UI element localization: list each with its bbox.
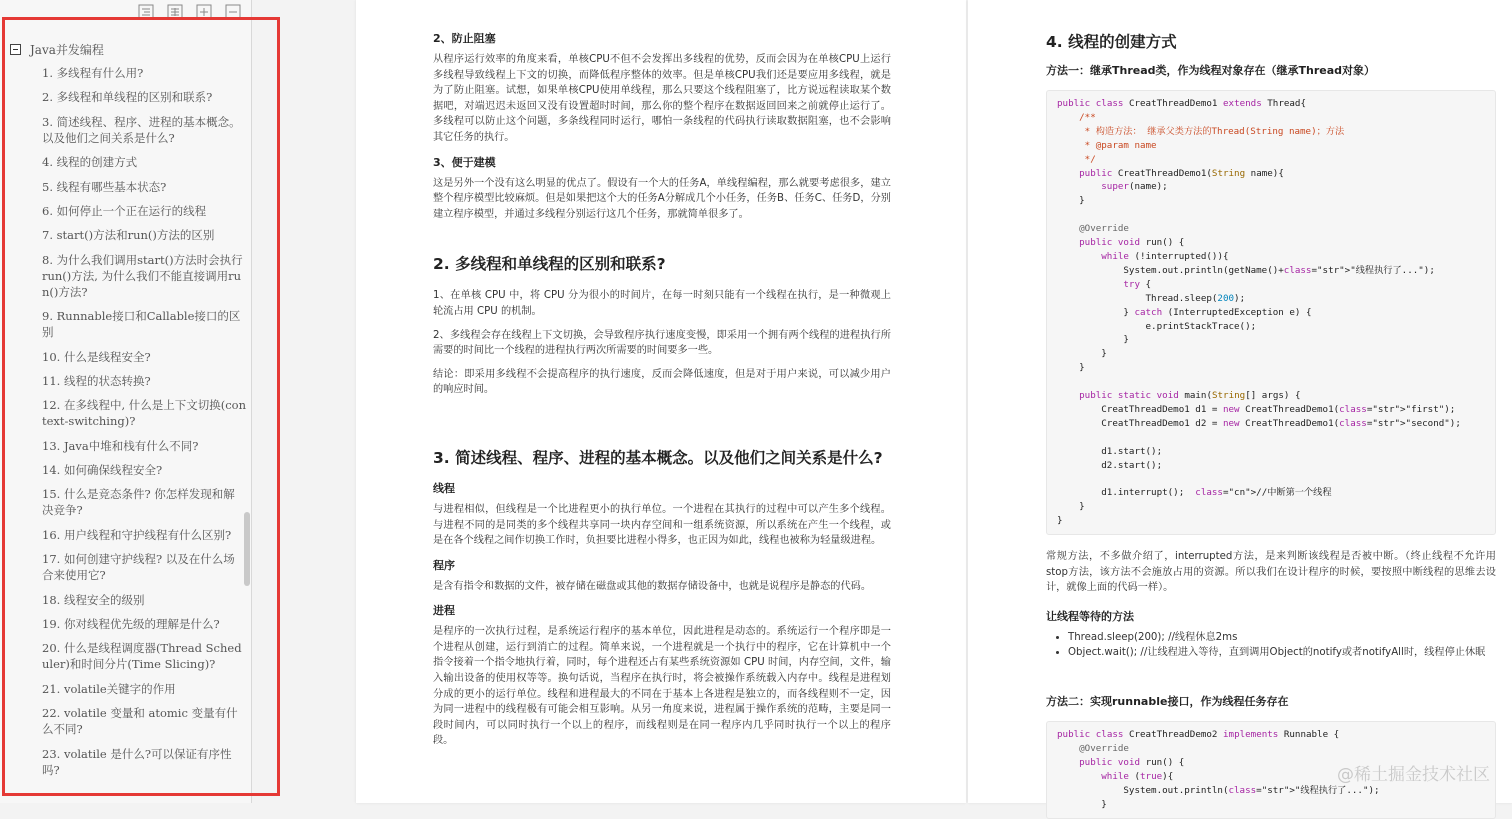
code-line: public void run() { <box>1079 756 1185 768</box>
outline-item[interactable]: 15. 什么是竞态条件? 你怎样发现和解决竞争? <box>42 487 235 518</box>
outline-item[interactable]: 18. 线程安全的级别 <box>42 592 145 607</box>
paragraph: 与进程相似，但线程是一个比进程更小的执行单位。一个进程在其执行的过程中可以产生多个线程。与进程不同的是同类的多个线程共享同一块内存空间和一组系统资源，所以系统在产生一个线程，或是在各个线程之间作切换工作时，负担要比进程小得多，也正因为如此，线程也被称为轻量级进程。 <box>433 503 891 547</box>
outline-item[interactable]: 1. 多线程有什么用? <box>42 66 144 80</box>
method-heading: 方法一：继承Thread类，作为线程对象存在（继承Thread对象） <box>1046 64 1376 77</box>
code-line: public class CreatThreadDemo2 implements Runnable { <box>1057 729 1340 741</box>
outline-item[interactable]: 22. volatile 变量和 atomic 变量有什么不同? <box>42 706 238 737</box>
minus-box-icon[interactable] <box>225 4 241 20</box>
outline-item[interactable]: 17. 如何创建守护线程? 以及在什么场合来使用它? <box>42 552 235 583</box>
section-heading: 让线程等待的方法 <box>1046 609 1134 623</box>
paragraph: 是含有指令和数据的文件，被存储在磁盘或其他的数据存储设备中，也就是说程序是静态的代码。 <box>433 580 872 592</box>
outline-item[interactable]: 13. Java中堆和栈有什么不同? <box>42 438 199 453</box>
watermark: @稀土掘金技术社区 <box>1337 765 1490 785</box>
code-line: * @param name <box>1057 139 1157 151</box>
code-line: public class CreatThreadDemo1 extends Thread{ <box>1057 98 1306 109</box>
outline-item[interactable]: 14. 如何确保线程安全? <box>42 463 163 478</box>
section-heading: 3、便于建模 <box>433 155 496 169</box>
code-line: Thread.sleep(200); <box>1057 292 1246 304</box>
code-line: } <box>1057 348 1107 360</box>
bullet-item: • Object.wait(); //让线程进入等待，直到调用Object的notify或者notifyAll时，线程停止休眠 <box>1068 645 1496 661</box>
code-line: } <box>1057 334 1129 346</box>
code-line: } <box>1057 195 1085 207</box>
code-line: /** <box>1057 111 1096 123</box>
document-page-right <box>968 0 1512 810</box>
code-line: System.out.println(getName()+class="str">"线程执行了..." <box>1057 264 1424 276</box>
outline-item[interactable]: 2. 多线程和单线程的区别和联系? <box>42 90 213 105</box>
code-line: public CreatThreadDemo1(String name){ <box>1079 167 1284 179</box>
bullet-item: • Thread.sleep(200); //线程休息2ms <box>1068 630 1496 646</box>
document-page-left <box>356 0 966 803</box>
outline-root-label: Java并发编程 <box>30 42 104 57</box>
section-heading: 线程 <box>433 481 455 495</box>
code-line: */ <box>1057 153 1096 165</box>
code-line: public void run() { <box>1079 237 1185 249</box>
outline-item[interactable]: 9. Runnable接口和Callable接口的区别 <box>42 309 241 340</box>
chapter-heading: 4. 线程的创建方式 <box>1046 33 1177 51</box>
outline-item[interactable]: 6. 如何停止一个正在运行的线程 <box>42 203 207 218</box>
outline-tree <box>6 36 246 786</box>
code-line: try { <box>1123 278 1152 290</box>
outline-item[interactable]: 20. 什么是线程调度器(Thread Scheduler)和时间分片(Time Slicing)? <box>42 641 242 672</box>
code-line: } <box>1057 798 1107 810</box>
outline-expand-icon[interactable] <box>167 4 183 20</box>
outline-item[interactable]: 16. 用户线程和守护线程有什么区别? <box>42 527 232 542</box>
code-line: * 构造方法： 继承父类方法的Thread(String name)；方法 <box>1057 125 1345 137</box>
outline-item[interactable]: 8. 为什么我们调用start()方法时会执行run()方法, 为什么我们不能直接调用run()方法? <box>42 252 243 299</box>
outline-item[interactable]: 23. volatile 是什么?可以保证有序性吗? <box>42 746 232 777</box>
outline-item[interactable]: 7. start()方法和run()方法的区别 <box>42 228 215 243</box>
code-line: d2.start(); <box>1057 459 1163 471</box>
outline-item[interactable]: 5. 线程有哪些基本状态? <box>42 179 167 194</box>
outline-item[interactable]: 10. 什么是线程安全? <box>42 349 151 364</box>
chapter-heading: 3. 简述线程、程序、进程的基本概念。以及他们之间关系是什么? <box>433 448 883 467</box>
method-heading: 方法二：实现runnable接口，作为线程任务存在 <box>1046 695 1289 709</box>
code-line: public static void main(String[] args) { <box>1079 390 1301 402</box>
code-line: } <box>1057 501 1085 513</box>
section-heading: 2、防止阻塞 <box>433 32 496 45</box>
outline-item[interactable]: 12. 在多线程中, 什么是上下文切换(context-switching)? <box>42 398 247 429</box>
section-heading: 程序 <box>433 558 455 572</box>
paragraph: 2、多线程会存在线程上下文切换，会导致程序执行速度变慢，即采用一个拥有两个线程的进程执行所需要的时间比一个线程的进程执行两次所需要的时间要多一些。 <box>433 329 891 357</box>
outline-sidebar <box>0 0 252 803</box>
paragraph: 从程序运行效率的角度来看，单核CPU不但不会发挥出多线程的优势，反而会因为在单核CPU上运行多线程导致线程上下文的切换，而降低程序整体的效率。但是单核CPU我们还是要应用多线程，就是为了防止阻塞。试想，如果单核CPU使用单线程，那么只要这个线程阻塞了，比方说远程读取某个数据吧，对端迟迟未返回又没有设置超时时间，那么你的整个程序在数据返回回来之前就停止运行了。多线程可以防止这个问题，多条线程同时运行，哪怕一条线程的代码执行读取数据阻塞，也不会影响其它任务的执行。 <box>433 54 891 143</box>
code-line: } <box>1057 362 1085 374</box>
code-block: public class CreatThreadDemo2 implements Runnable { @Override public void run() { while (true){ System.out.println(class="str">"线程执行了..."); } <box>1046 721 1496 818</box>
outline-item[interactable]: 19. 你对线程优先级的理解是什么? <box>42 617 220 632</box>
paragraph: 是程序的一次执行过程，是系统运行程序的基本单位，因此进程是动态的。系统运行一个程序即是一个进程从创建，运行到消亡的过程。简单来说，一个进程就是一个执行中的程序，它在计算机中一个指令接着一个指令地执行着，同时，每个进程还占有某些系统资源如 CPU 时间，内存空间，文件，输入输出设备的使用权等等。换句话说，当程序在执行时，将会被操作系统载入内存中。线程是进程划分成的更小的运行单位。线程和进程最大的不同在于基本上各进程是独立的，而各线程则不一定，因为同一进程中的线程极有可能会相互影响。从另一角度来说，进程属于操作系统的范畴，主要是同一段时间内，可以同时执行一个以上的程序，而线程则是在同一程序内几乎同时执行一个以上的程序段。 <box>433 626 891 747</box>
outline-item[interactable]: 4. 线程的创建方式 <box>42 155 138 170</box>
code-line: } <box>1057 515 1063 527</box>
bullet-list <box>1046 630 1496 661</box>
paragraph: 这是另外一个没有这么明显的优点了。假设有一个大的任务A，单线程编程，那么就要考虑很多，建立整个程序模型比较麻烦。但是如果把这个大的任务A分解成几个小任务，任务B、任务C、任务D，分别建立程序模型，并通过多线程分别运行这几个任务，那就简单很多了。 <box>433 177 891 220</box>
code-line: super(name); <box>1101 181 1168 193</box>
code-block: public class CreatThreadDemo1 extends Thread{ /** * 构造方法： 继承父类方法的Thread(String name)；方法 * @param name */ public CreatThreadDemo1(String name){ super(name); } @Override public void run() { while (!interrupted()){ System.out.println(getName()+class="str">"线程执行了..."); try { Thread.sleep(200); } catch (InterruptedException e) { e.printStackTrace(); } } } public static void main(String[] args) { CreatThreadDemo1 d1 = new CreatThreadDemo1(class="str">"first"); CreatThreadDemo1 d2 = new CreatThreadDemo1(class="str">"second"); d1.start(); d2.start(); d1.interrupt(); class="cn">//中断第一个线程 } } <box>1046 90 1496 535</box>
outline-collapse-icon[interactable] <box>138 4 154 20</box>
section-heading: 进程 <box>433 604 455 618</box>
code-line: e.printStackTrace(); <box>1057 320 1257 332</box>
code-line: d1.start(); <box>1057 445 1163 457</box>
collapse-toggle-icon[interactable] <box>10 44 21 55</box>
outline-item[interactable]: 11. 线程的状态转换? <box>42 373 151 388</box>
outline-toolbar <box>138 4 241 26</box>
outline-root-node[interactable] <box>6 36 246 62</box>
paragraph: 常规方法，不多做介绍了，interrupted方法，是来判断该线程是否被中断。（终止线程不允许用stop方法，该方法不会施放占用的资源。所以我们在设计程序的时候，要按照中断线程的思维去设计，就像上面的代码一样）。 <box>1046 551 1496 594</box>
code-line: System.out.println(class="str">"线程执行了..." <box>1057 784 1369 796</box>
outline-item[interactable]: 21. volatile关键字的作用 <box>42 681 176 696</box>
code-line: CreatThreadDemo1 d2 = new CreatThreadDemo1(class="str">"second" <box>1057 417 1450 429</box>
code-line: while (true){ <box>1101 770 1174 782</box>
code-line: @Override <box>1079 742 1129 754</box>
code-line: while (!interrupted()){ <box>1101 250 1229 262</box>
sidebar-scrollbar[interactable] <box>244 512 250 586</box>
paragraph: 结论：即采用多线程不会提高程序的执行速度，反而会降低速度，但是对于用户来说，可以减少用户的响应时间。 <box>433 368 891 396</box>
code-line: d1.interrupt(); class="cn">//中断第一个线程 <box>1057 487 1332 499</box>
code-line: @Override <box>1079 223 1129 235</box>
chapter-heading: 2. 多线程和单线程的区别和联系? <box>433 255 666 274</box>
plus-box-icon[interactable] <box>196 4 212 20</box>
paragraph: 1、在单核 CPU 中，将 CPU 分为很小的时间片，在每一时刻只能有一个线程在执行，是一种微观上轮流占用 CPU 的机制。 <box>433 290 891 317</box>
code-line: } catch (InterruptedException e) { <box>1057 306 1312 318</box>
outline-list <box>6 65 246 778</box>
code-line: CreatThreadDemo1 d1 = new CreatThreadDemo1(class="str">"first" <box>1057 403 1445 415</box>
outline-item[interactable]: 3. 简述线程、程序、进程的基本概念。以及他们之间关系是什么? <box>42 114 241 145</box>
